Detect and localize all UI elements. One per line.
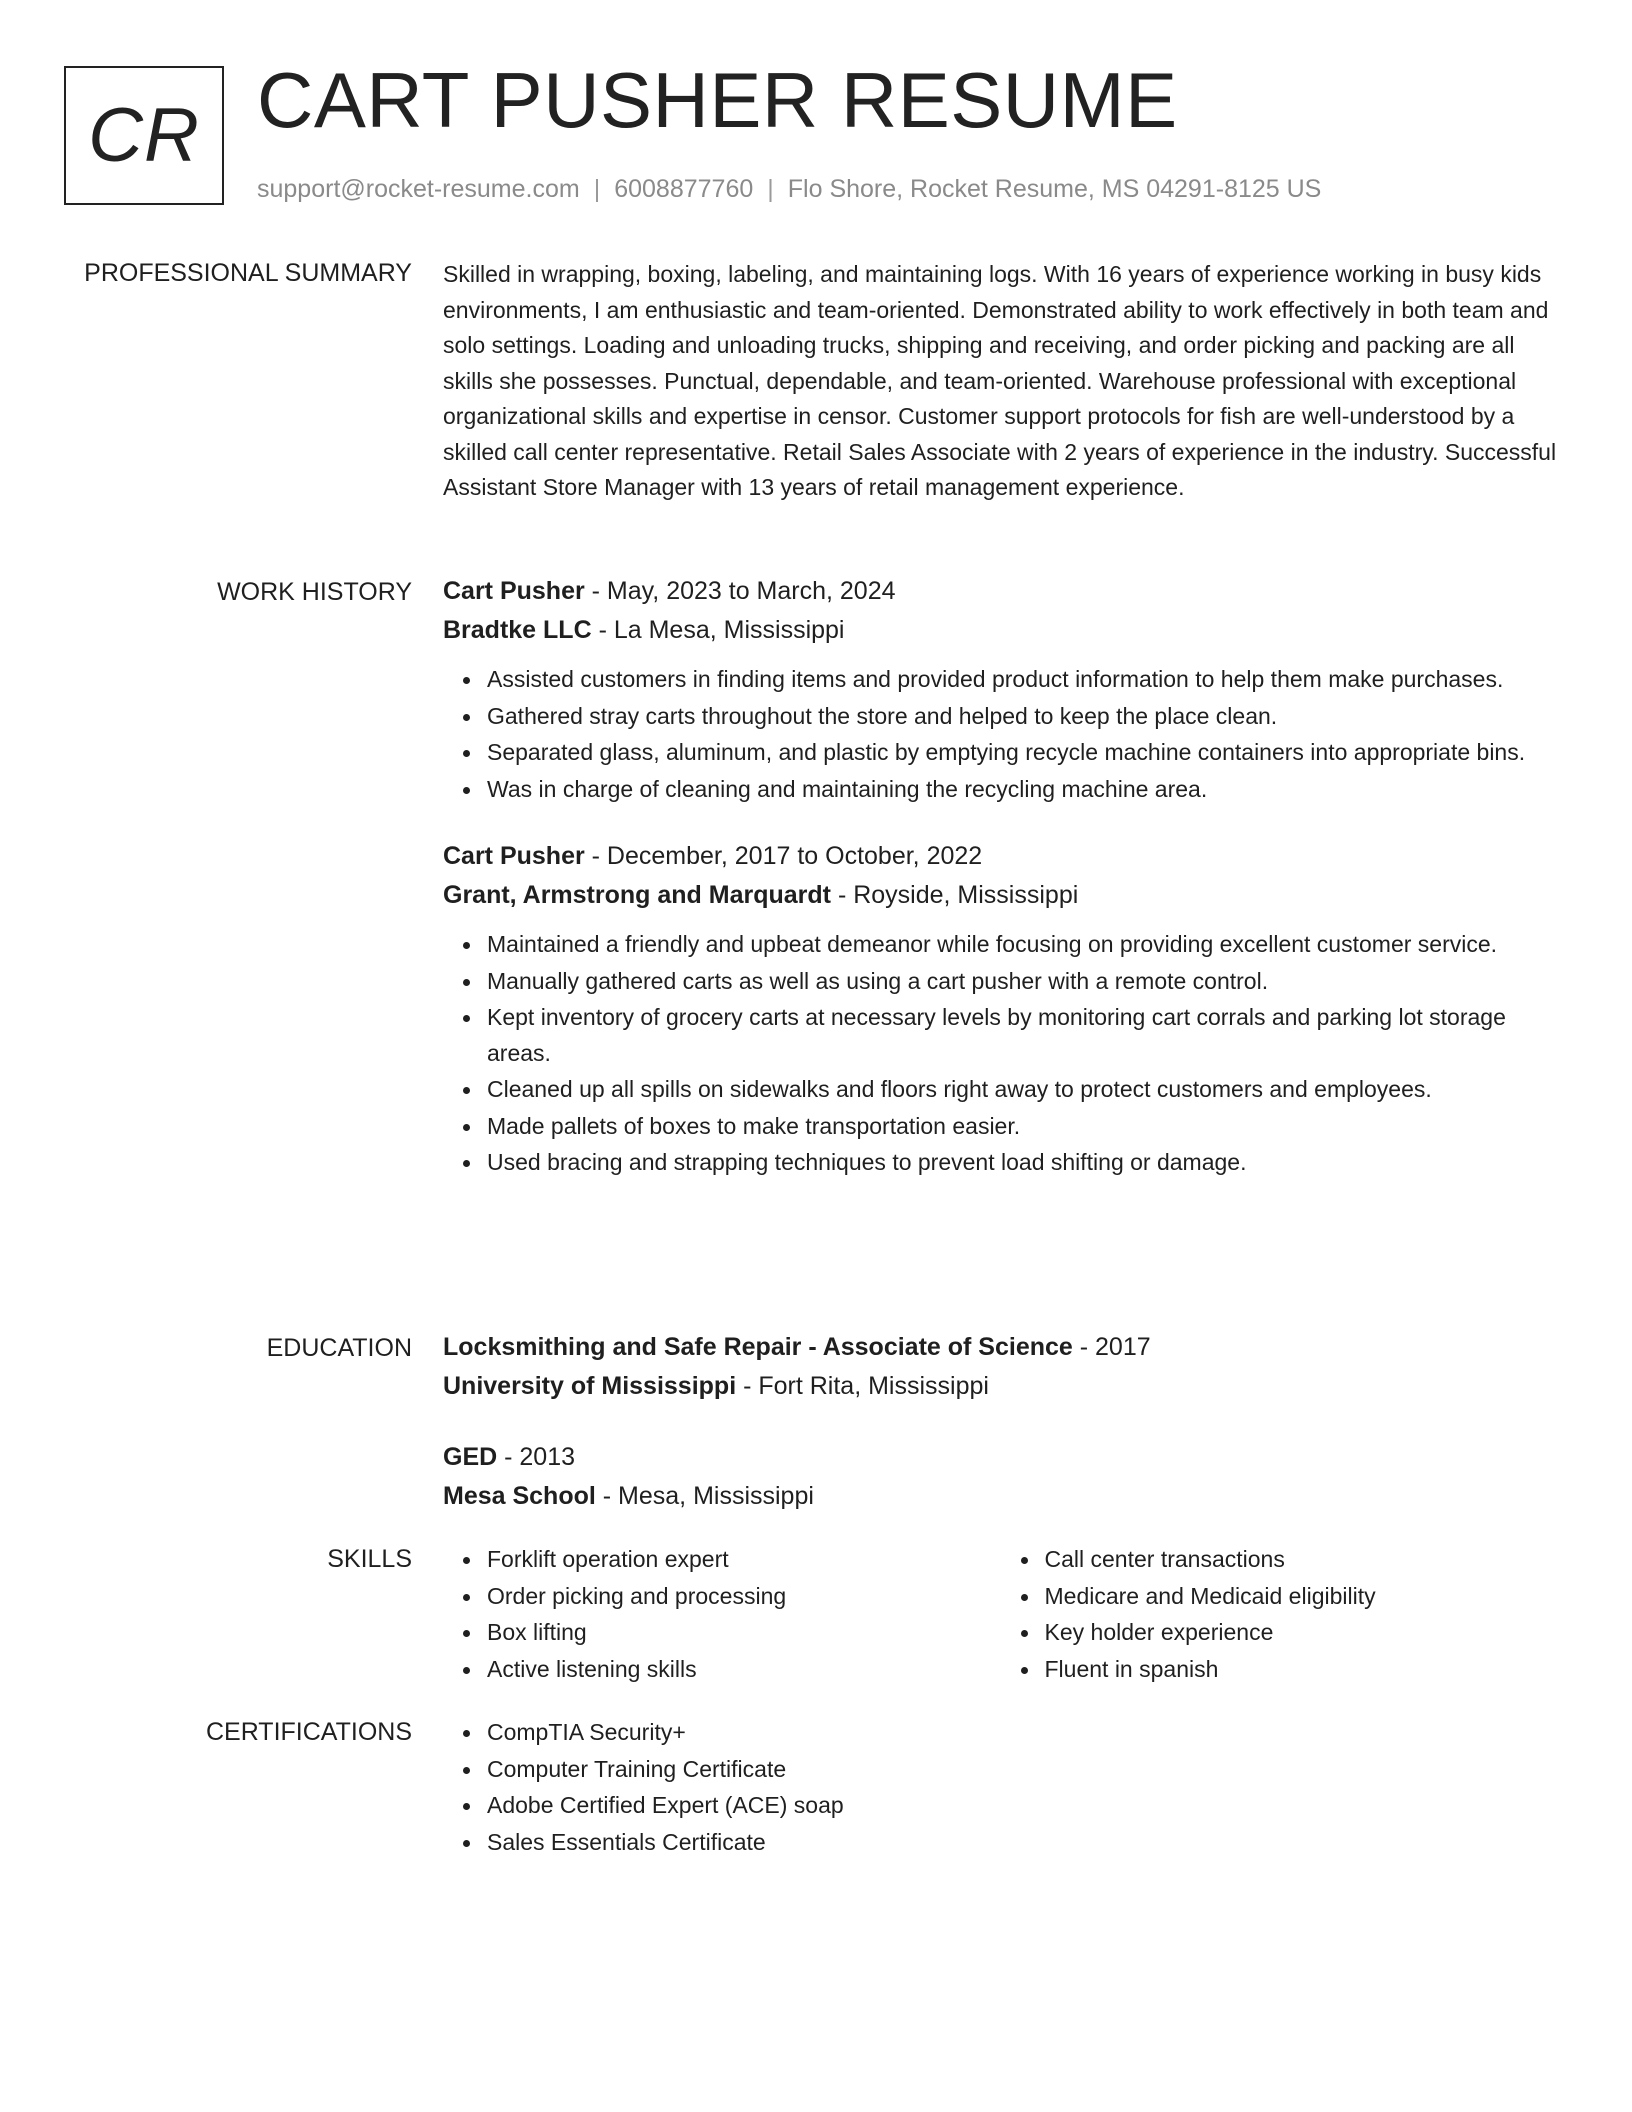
job-location: - La Mesa, Mississippi (591, 616, 845, 644)
job-company-line (443, 611, 1558, 650)
job-bullets (443, 662, 1558, 807)
section-heading: EDUCATION (266, 1334, 412, 1362)
education-school-line (443, 1367, 1558, 1406)
education-year: - 2013 (497, 1443, 576, 1471)
job-title-line (443, 572, 1558, 611)
job-entry (443, 837, 1558, 1181)
job-location: - Royside, Mississippi (831, 881, 1079, 909)
list-item: Adobe Certified Expert (ACE) soap (487, 1788, 1558, 1824)
job-title: Cart Pusher (443, 577, 585, 605)
monogram-logo (64, 66, 224, 205)
list-item: Used bracing and strapping techniques to prevent load shifting or damage. (487, 1145, 1558, 1181)
contact-separator: | (767, 175, 774, 203)
education-degree-line (443, 1328, 1558, 1367)
contact-phone: 6008877760 (614, 175, 754, 203)
job-bullets (443, 927, 1558, 1181)
list-item: CompTIA Security+ (487, 1715, 1558, 1751)
list-item: Fluent in spanish (1045, 1652, 1559, 1688)
job-company-line (443, 876, 1558, 915)
summary-text: Skilled in wrapping, boxing, labeling, and maintaining logs. With 16 years of experience working in busy kids environments, I am enthusiastic and team-oriented. Demonstrated ability to work effectively in both team and solo settings. Loading and unloading trucks, shipping and receiving, and order picking and packing are all skills she possesses. Punctual, dependable, and team-oriented. Warehouse professional with exceptional organizational skills and expertise in censor. Customer support protocols for fish are well-understood by a skilled call center representative. Retail Sales Associate with 2 years of experience in the industry. Successful Assistant Store Manager with 13 years of retail management experience. (443, 261, 1557, 500)
education-degree-line (443, 1438, 1558, 1477)
job-title-line (443, 837, 1558, 876)
education-school: Mesa School (443, 1482, 596, 1510)
list-item: Call center transactions (1045, 1542, 1559, 1578)
education-entry (443, 1328, 1558, 1406)
list-item: Medicare and Medicaid eligibility (1045, 1579, 1559, 1615)
education-entry (443, 1438, 1558, 1516)
job-dates: - May, 2023 to March, 2024 (584, 577, 896, 605)
section-heading: WORK HISTORY (217, 578, 412, 606)
education-degree: Locksmithing and Safe Repair - Associate of Science (443, 1333, 1073, 1361)
education-location: - Fort Rita, Mississippi (736, 1372, 989, 1400)
job-company: Grant, Armstrong and Marquardt (443, 881, 831, 909)
list-item: Forklift operation expert (487, 1542, 1001, 1578)
certifications-list (443, 1715, 1558, 1860)
list-item: Key holder experience (1045, 1615, 1559, 1651)
job-title: Cart Pusher (443, 842, 585, 870)
list-item: Manually gathered carts as well as using a cart pusher with a remote control. (487, 964, 1558, 1000)
contact-separator: | (593, 175, 601, 203)
contact-email: support@rocket-resume.com (257, 175, 580, 203)
education-school-line (443, 1477, 1558, 1516)
education-school: University of Mississippi (443, 1372, 737, 1400)
list-item: Box lifting (487, 1615, 1001, 1651)
contact-address: Flo Shore, Rocket Resume, MS 04291-8125 US (787, 175, 1322, 203)
skills-list-left (443, 1542, 1001, 1688)
list-item: Kept inventory of grocery carts at necessary levels by monitoring cart corrals and parking lot storage areas. (487, 1000, 1558, 1071)
job-company: Bradtke LLC (443, 616, 592, 644)
contact-line (257, 174, 1321, 204)
list-item: Assisted customers in finding items and provided product information to help them make purchases. (487, 662, 1558, 698)
list-item: Separated glass, aluminum, and plastic by emptying recycle machine containers into appropriate bins. (487, 735, 1558, 771)
list-item: Was in charge of cleaning and maintaining the recycling machine area. (487, 772, 1558, 808)
list-item: Cleaned up all spills on sidewalks and floors right away to protect customers and employees. (487, 1072, 1558, 1108)
skills-list-right (1001, 1542, 1559, 1688)
list-item: Active listening skills (487, 1652, 1001, 1688)
list-item: Computer Training Certificate (487, 1752, 1558, 1788)
list-item: Gathered stray carts throughout the store and helped to keep the place clean. (487, 699, 1558, 735)
job-dates: - December, 2017 to October, 2022 (584, 842, 983, 870)
list-item: Made pallets of boxes to make transportation easier. (487, 1109, 1558, 1145)
monogram-initials: CR (88, 92, 200, 178)
list-item: Sales Essentials Certificate (487, 1825, 1558, 1861)
list-item: Maintained a friendly and upbeat demeanor while focusing on providing excellent customer service. (487, 927, 1558, 963)
education-location: - Mesa, Mississippi (595, 1482, 814, 1510)
section-heading: CERTIFICATIONS (205, 1718, 412, 1746)
job-entry (443, 572, 1558, 807)
education-year: - 2017 (1072, 1333, 1151, 1361)
skills-columns (443, 1542, 1558, 1688)
section-heading: PROFESSIONAL SUMMARY (84, 259, 412, 287)
section-heading: SKILLS (327, 1545, 412, 1573)
education-degree: GED (443, 1443, 498, 1471)
list-item: Order picking and processing (487, 1579, 1001, 1615)
resume-title: CART PUSHER RESUME (257, 56, 1178, 144)
